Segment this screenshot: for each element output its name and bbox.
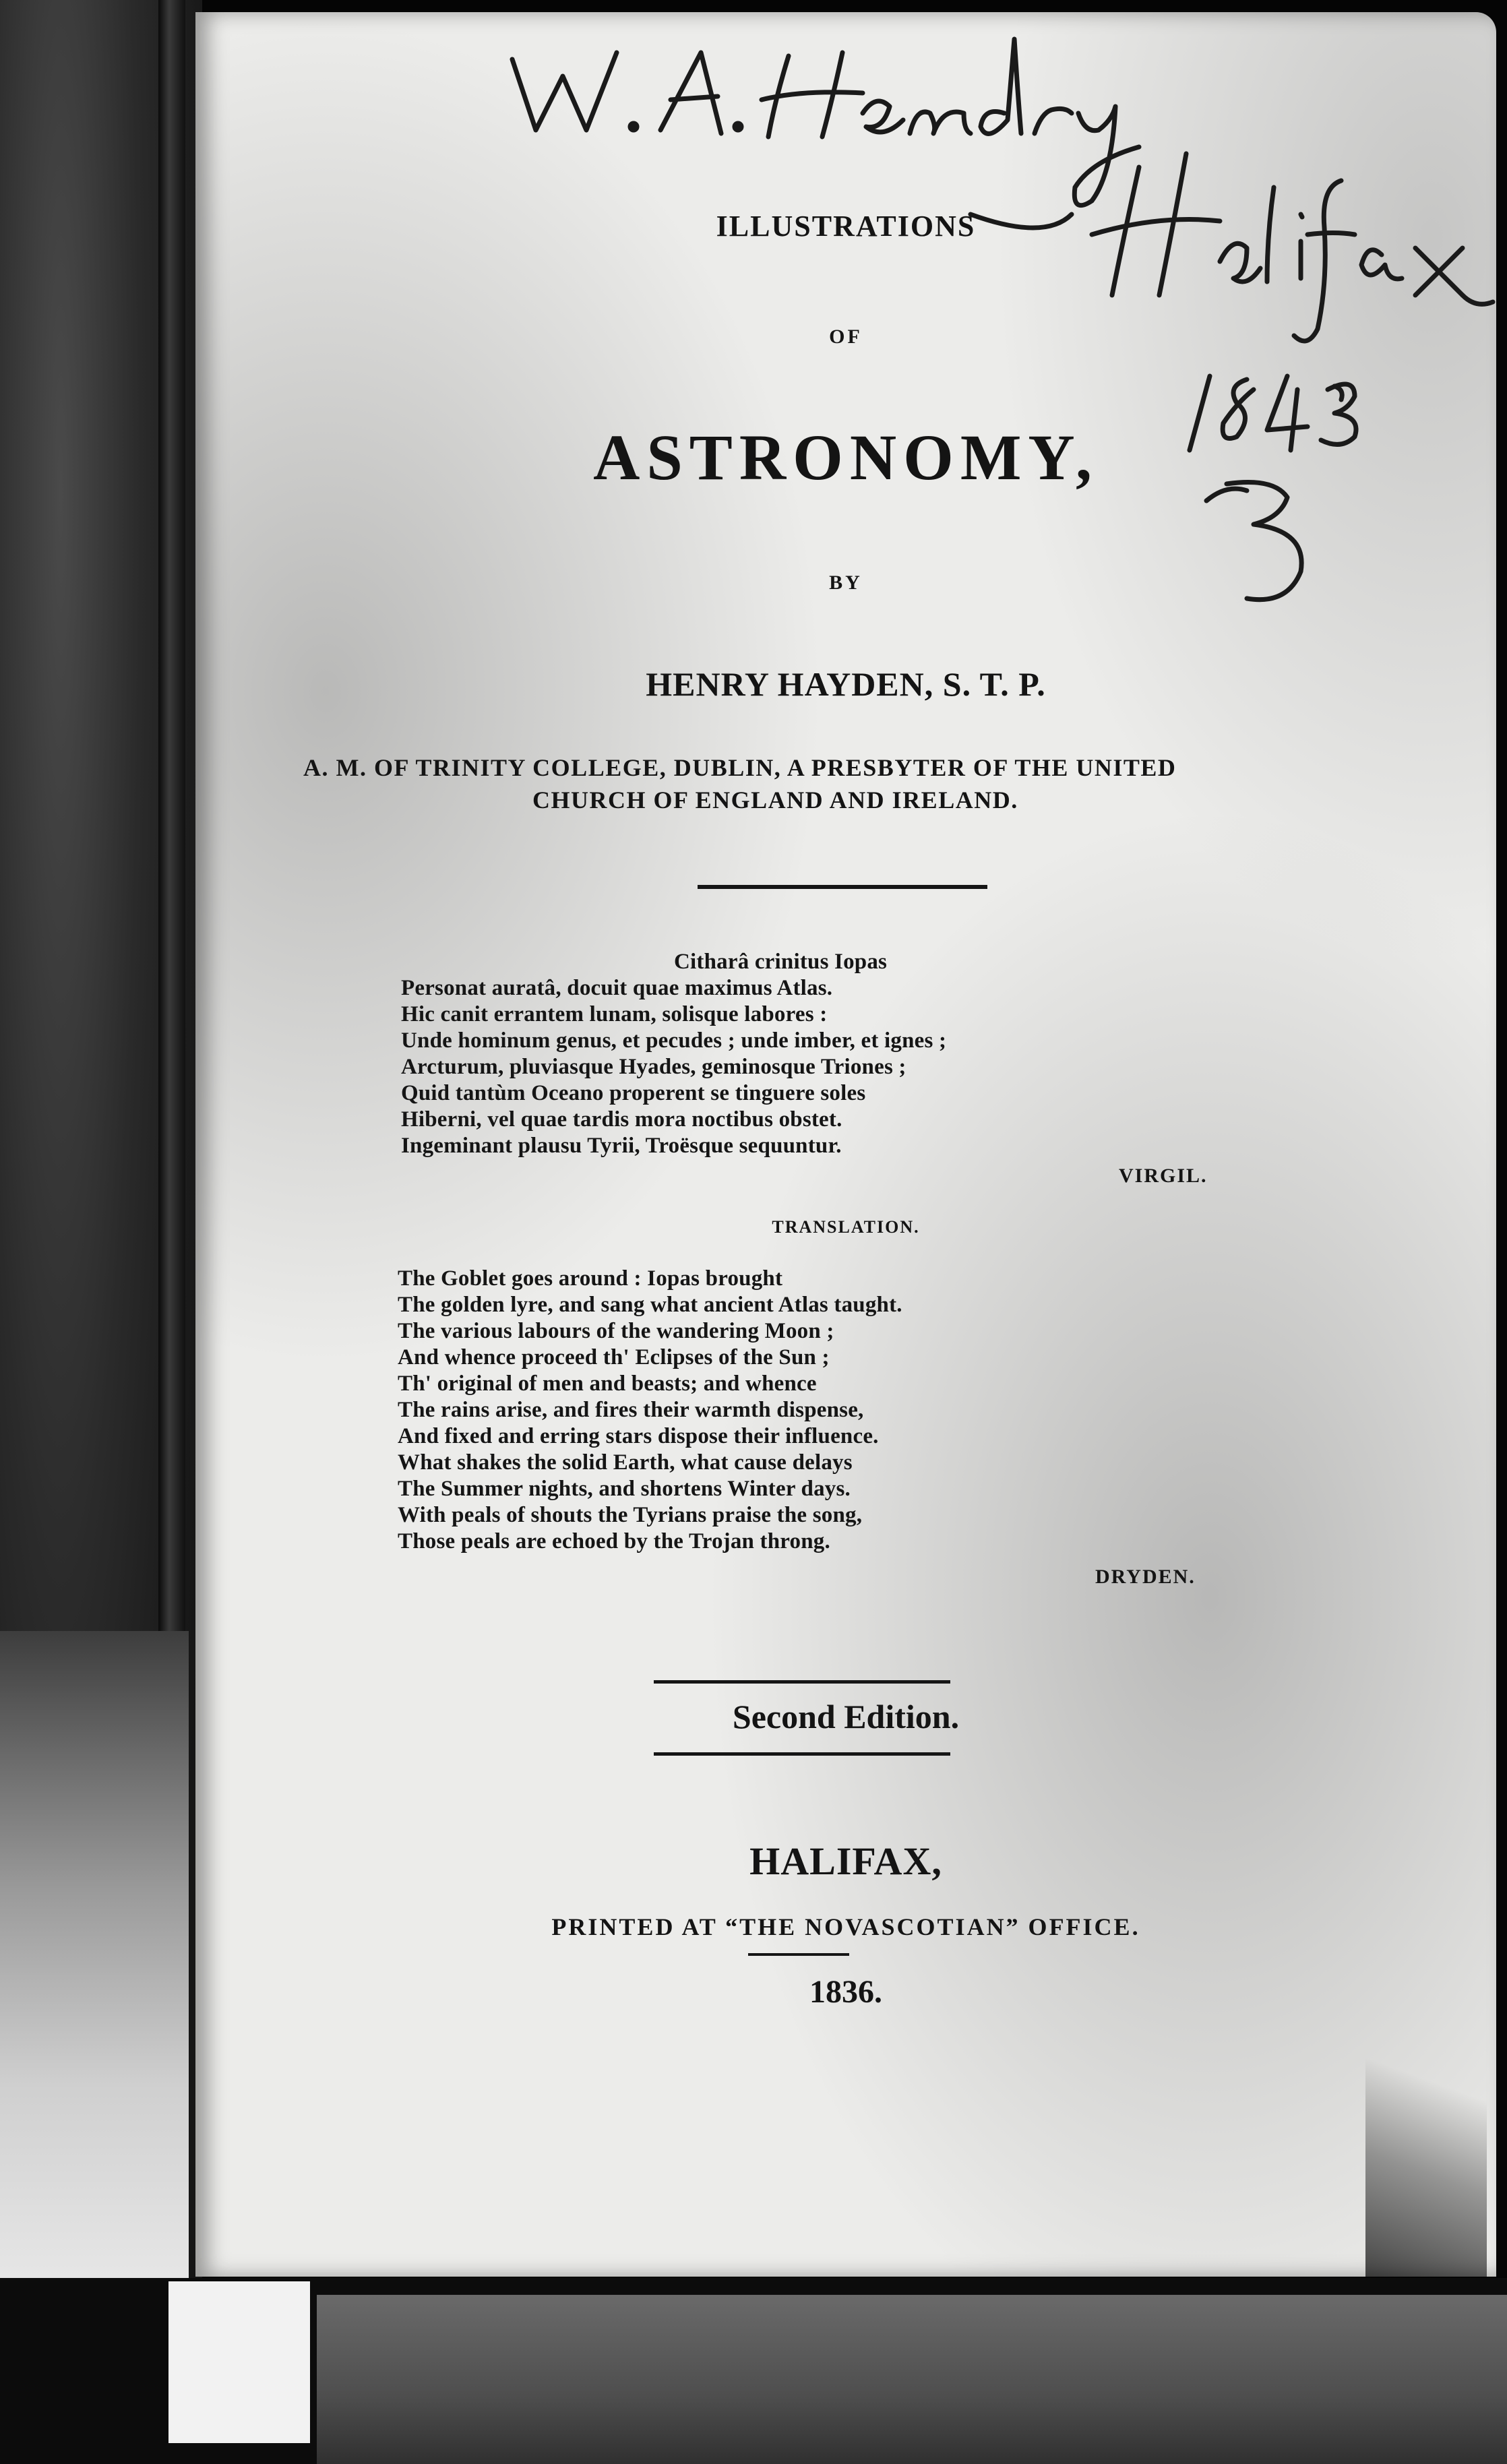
- imprint-city: HALIFAX,: [749, 1839, 942, 1883]
- translation-line: What shakes the solid Earth, what cause delays: [398, 1450, 853, 1475]
- latin-line: Quid tantùm Oceano properent se tinguere soles: [401, 1081, 866, 1105]
- latin-line: Personat auratâ, docuit quae maximus Atlas.: [401, 976, 833, 1000]
- translation-line: The golden lyre, and sang what ancient Atlas taught.: [398, 1293, 902, 1317]
- title-line-illustrations: ILLUSTRATIONS: [716, 210, 976, 243]
- title-line-of: OF: [829, 326, 863, 348]
- ornamental-rule: [698, 885, 987, 889]
- scanner-bed-gray: [317, 2295, 1507, 2464]
- latin-line: Unde hominum genus, et pecudes ; unde imber, et ignes ;: [401, 1028, 947, 1053]
- scanner-bed-white: [168, 2281, 310, 2443]
- translation-line: Those peals are echoed by the Trojan throng.: [398, 1529, 830, 1553]
- latin-line: Hiberni, vel quae tardis mora noctibus obstet.: [401, 1107, 842, 1132]
- translation-line: And whence proceed th' Eclipses of the Sun ;: [398, 1345, 830, 1369]
- latin-line: Citharâ crinitus Iopas: [674, 950, 888, 974]
- page-corner-shadow: [1365, 2007, 1487, 2277]
- latin-attribution: VIRGIL.: [1119, 1165, 1208, 1187]
- author-credentials-line-1: A. M. OF TRINITY COLLEGE, DUBLIN, A PRESBYTER OF THE UNITED: [303, 754, 1177, 781]
- edition-rule-bottom: [654, 1752, 950, 1756]
- translation-verse: [398, 1266, 902, 1555]
- translation-attribution: DRYDEN.: [1095, 1566, 1196, 1588]
- translation-line: And fixed and erring stars dispose their influence.: [398, 1424, 879, 1448]
- endpaper-scrap: [0, 1631, 189, 2278]
- latin-line: Ingeminant plausu Tyrii, Troësque sequuntur.: [401, 1134, 842, 1158]
- translation-line: The Summer nights, and shortens Winter days.: [398, 1477, 851, 1501]
- translation-line: With peals of shouts the Tyrians praise the song,: [398, 1503, 863, 1527]
- edition-rule-top: [654, 1680, 950, 1684]
- title-line-astronomy: ASTRONOMY,: [593, 421, 1099, 493]
- imprint-year: 1836.: [809, 1974, 882, 2010]
- latin-line: Hic canit errantem lunam, solisque labores :: [401, 1002, 828, 1026]
- translation-heading: TRANSLATION.: [772, 1217, 920, 1237]
- edition-statement: Second Edition.: [732, 1698, 960, 1735]
- latin-epigraph: [401, 949, 946, 1159]
- translation-line: The Goblet goes around : Iopas brought: [398, 1266, 783, 1291]
- imprint-printer: PRINTED AT “THE NOVASCOTIAN” OFFICE.: [551, 1913, 1140, 1940]
- author-credentials-line-2: CHURCH OF ENGLAND AND IRELAND.: [532, 787, 1018, 813]
- translation-line: The various labours of the wandering Moon ;: [398, 1319, 834, 1343]
- imprint-rule: [748, 1953, 849, 1956]
- latin-line: Arcturum, pluviasque Hyades, geminosque Triones ;: [401, 1055, 906, 1079]
- title-page: [195, 12, 1496, 2277]
- title-line-by: BY: [829, 572, 863, 594]
- author-name: HENRY HAYDEN, S. T. P.: [646, 665, 1046, 703]
- translation-line: The rains arise, and fires their warmth dispense,: [398, 1398, 864, 1422]
- translation-line: Th' original of men and beasts; and whence: [398, 1372, 817, 1396]
